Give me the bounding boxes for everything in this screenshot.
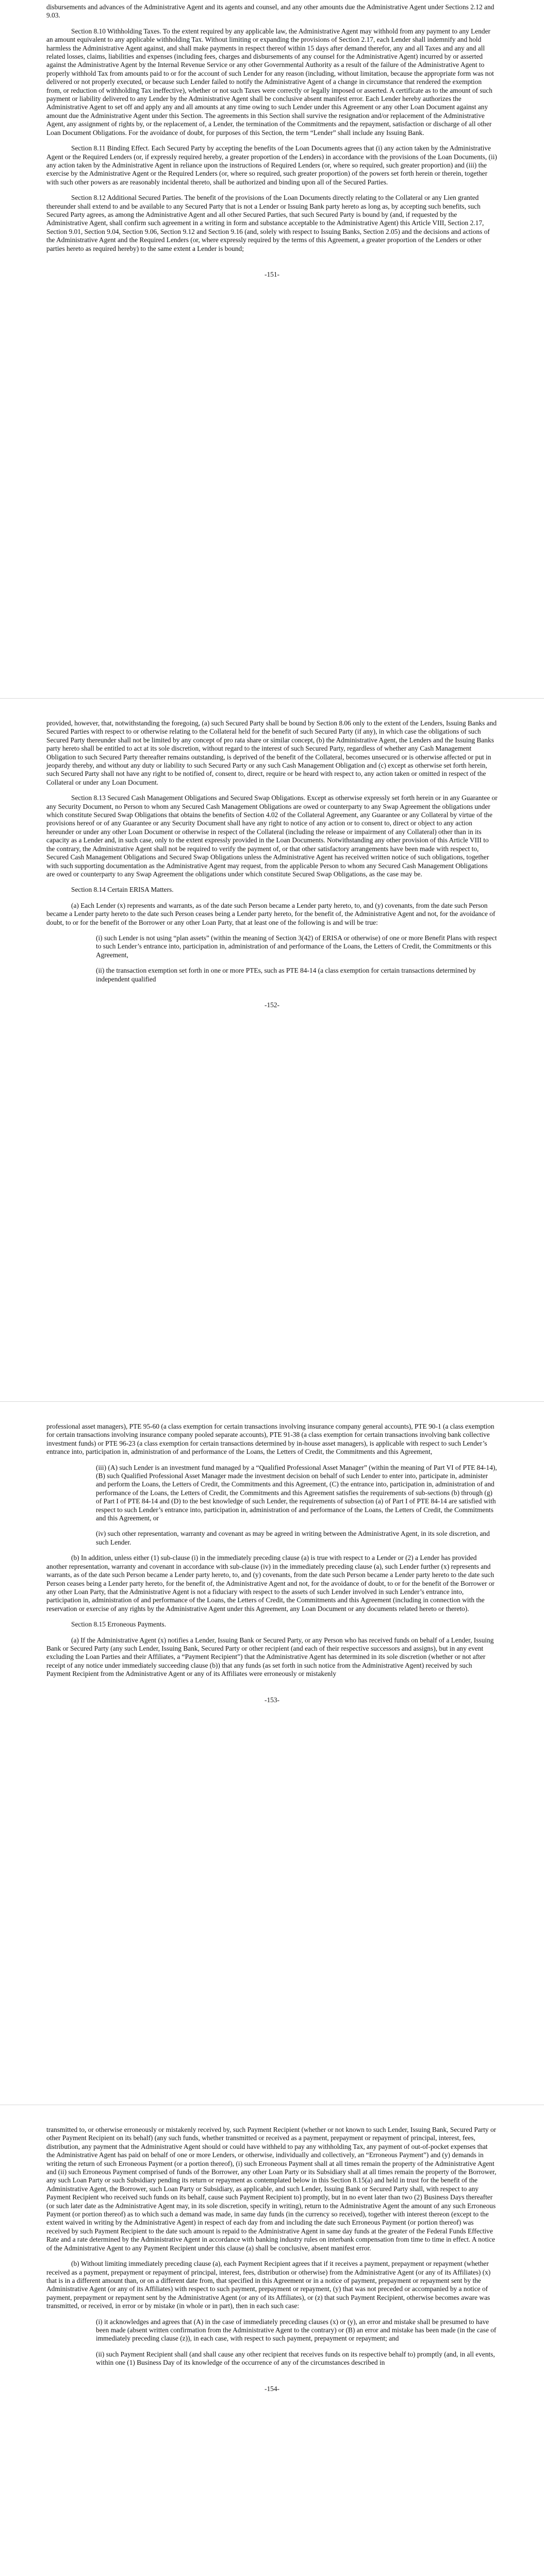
section-8-10-paragraph: Section 8.10 Withholding Taxes. To the extent required by any applicable law, the Administrative Agent may withhold from any payment to any Lender an amount equivalent to any applicable withholding Tax. Without limiting or expanding the provisions of Section 2.17, each Lender shall indemnify and hold harmless the Administrative Agent against, and shall make payments in respect thereof within 15 days after demand therefor, any and all Taxes and any and all related losses, claims, liabilities and expenses (including fees, charges and disbursements of any counsel for the Administrative Agent) incurred by or asserted against the Administrative Agent by the Internal Revenue Service or any other Governmental Authority as a result of the failure of the Administrative Agent to properly withhold Tax from amounts paid to or for the account of such Lender for any reason (including, without limitation, because the appropriate form was not delivered or not properly executed, or because such Lender failed to notify the Administrative Agent of a change in circumstance that rendered the exemption from, or reduction of withholding Tax ineffective), whether or not such Taxes were correctly or legally imposed or asserted. A certificate as to the amount of such payment or liability delivered to any Lender by the Administrative Agent shall be conclusive absent manifest error. Each Lender hereby authorizes the Administrative Agent to set off and apply any and all amounts at any time owing to such Lender under this Agreement or any other Loan Document against any amount due the Administrative Agent under this Section. The agreements in this Section shall survive the resignation and/or replacement of the Administrative Agent, any assignment of rights by, or the replacement of, a Lender, the termination of the Commitments and the repayment, satisfaction or discharge of all other Loan Document Obligations. For the avoidance of doubt, for purposes of this Section, the term “Lender” shall include any Issuing Bank. bbox=[46, 27, 494, 137]
paragraph: transmitted to, or otherwise erroneously or mistakenly received by, such Payment Recipient (whether or not known to such Lender, Issuing Bank, Secured Party or other Payment Recipient on its behalf) (any such funds, whether transmitted or received as a payment, prepayment or repayment of principal, interest, fees, distribution, any payment that the Administrative Agent should or could have withheld to pay any withholding Tax, any payment of out-of-pocket expenses that the Administrative Agent has paid on behalf of one or more Lenders, or otherwise, individually and collectively, an “Erroneous Payment”) and (y) demands in writing the return of such Erroneous Payment (or a portion thereof), (i) such Erroneous Payment shall at all times remain the property of the Administrative Agent and (ii) such Erroneous Payment comprised of funds of the Borrower, any other Loan Party or its Subsidiary shall at all times remain the property of the Borrower, any such Loan Party or such Subsidiary pending its return or repayment as contemplated below in this Section 8.15(a) and held in trust for the benefit of the Administrative Agent, the Borrower, such Loan Party or Subsidiary, as applicable, and such Lender, Issuing Bank or Secured Party shall, with respect to any Payment Recipient who received such funds on its behalf, cause such Payment Recipient to) promptly, but in no event later than two (2) Business Days thereafter (or such later date as the Administrative Agent may, in its sole discretion, specify in writing), return to the Administrative Agent the amount of any such Erroneous Payment (or portion thereof) as to which such a demand was made, in same day funds (in the currency so received), together with interest thereon (except to the extent waived in writing by the Administrative Agent) in respect of each day from and including the date such Erroneous Payment (or portion thereof) was received by such Payment Recipient to the date such amount is repaid to the Administrative Agent in same day funds at the greater of the Federal Funds Effective Rate and a rate determined by the Administrative Agent in accordance with banking industry rules on interbank compensation from time to time in effect. A notice of the Administrative Agent to any Payment Recipient under this clause (a) shall be conclusive, absent manifest error. bbox=[46, 2126, 497, 2252]
page-151 bbox=[0, 0, 544, 698]
clause-i-paragraph: (i) it acknowledges and agrees that (A) in the case of immediately preceding clauses (x) or (y), an error and mistake shall be presumed to have been made (absent written confirmation from the Administrative Agent to the contrary) or (B) an error and mistake has been made (in the case of immediately preceding clause (z)), in each case, with respect to such payment, prepayment or repayment; and bbox=[96, 2317, 497, 2343]
page-number: -152- bbox=[264, 1001, 279, 1009]
clause-b-paragraph: (b) In addition, unless either (1) sub-clause (i) in the immediately preceding clause (a) is true with respect to a Lender or (2) a Lender has provided another representation, warranty and covenant in accordance with sub-clause (iv) in the immediately preceding clause (a), such Lender further (x) represents and warrants, as of the date such Person became a Lender party hereto, to, and (y) covenants, from the date such Person became a Lender party hereto to the date such Person ceases being a Lender party hereto, for the benefit of, the Administrative Agent and not, for the avoidance of doubt, to or for the benefit of the Borrower or any other Loan Party, that the Administrative Agent is not a fiduciary with respect to the assets of such Lender involved in such Lender’s entrance into, participation in, administration of and performance of the Loans, the Letters of Credit, the Commitments and this Agreement (including in connection with the reservation or exercise of any rights by the Administrative Agent under this Agreement, any Loan Document or any documents related hereto or thereto). bbox=[46, 1554, 494, 1613]
clause-b-paragraph: (b) Without limiting immediately preceding clause (a), each Payment Recipient agrees that if it receives a payment, prepayment or repayment (whether received as a payment, prepayment or repayment of principal, interest, fees, distribution or otherwise) from the Administrative Agent (or any of its Affiliates) (x) that is in a different amount than, or on a different date from, that specified in this Agreement or in a notice of payment, prepayment or repayment sent by the Administrative Agent (or any of its Affiliates) with respect to such payment, prepayment or repayment, (y) that was not preceded or accompanied by a notice of payment, prepayment or repayment sent by the Administrative Agent (or any of its Affiliates), or (z) that such Payment Recipient, otherwise becomes aware was transmitted, or received, in error or by mistake (in whole or in part), then in each such case: bbox=[46, 2260, 491, 2310]
clause-iv-paragraph: (iv) such other representation, warranty and covenant as may be agreed in writing between the Administrative Agent, in its sole discretion, and such Lender. bbox=[96, 1530, 490, 1546]
paragraph: provided, however, that, notwithstanding the foregoing, (a) such Secured Party shall be bound by Section 8.06 only to the extent of the Lenders, Issuing Banks and Secured Parties with respect to or otherwise relating to the Collateral held for the benefit of such Secured Party (if any), in which case the obligations of such Secured Party thereunder shall not be limited by any concept of pro rata share or similar concept, (b) the Administrative Agent, the Lenders and the Issuing Banks party hereto shall be entitled to act at its sole discretion, without regard to the interest of such Secured Party, regardless of whether any Cash Management Obligation to such Secured Party thereafter remains outstanding, is deprived of the benefit of the Collateral, becomes unsecured or is otherwise affected or put in jeopardy thereby, and without any duty or liability to such Secured Party or any such Cash Management Obligation and (c) except as otherwise set forth herein, such Secured Party shall not have any right to be notified of, consent to, direct, require or be heard with respect to, any action taken or omitted in respect of the Collateral or under any Loan Document. bbox=[46, 719, 497, 786]
page-number: -153- bbox=[264, 1696, 279, 1704]
paragraph: disbursements and advances of the Administrative Agent and its agents and counsel, and any other amounts due the Administrative Agent under Sections 2.12 and 9.03. bbox=[46, 3, 494, 20]
section-8-12-paragraph: Section 8.12 Additional Secured Parties. The benefit of the provisions of the Loan Documents directly relating to the Collateral or any Lien granted thereunder shall extend to and be available to any Secured Party that is not a Lender or Issuing Bank party hereto as long as, by accepting such benefits, such Secured Party agrees, as among the Administrative Agent and all other Secured Parties, that such Secured Party is bound by (and, if requested by the Administrative Agent, shall confirm such agreement in a writing in form and substance acceptable to the Administrative Agent) this Article VIII, Section 2.17, Section 9.01, Section 9.04, Section 9.06, Section 9.12 and Section 9.16 (and, solely with respect to Issuing Banks, Section 2.05) and the decisions and actions of the Administrative Agent and the Required Lenders (or, where expressly required by the terms of this Agreement, a greater proportion of the Lenders or other parties hereto as required hereby) to the same extent a Lender is bound; bbox=[46, 194, 490, 252]
section-8-14-heading: Section 8.14 Certain ERISA Matters. bbox=[71, 886, 174, 894]
page-number: -154- bbox=[264, 2384, 279, 2393]
clause-iii-paragraph: (iii) (A) such Lender is an investment fund managed by a “Qualified Professional Asset Manager” (within the meaning of Part VI of PTE 84-14), (B) such Qualified Professional Asset Manager made the investment decision on behalf of such Lender to enter into, participate in, administer and perform the Loans, the Letters of Credit, the Commitments and this Agreement, (C) the entrance into, participation in, administration of and performance of the Loans, the Letters of Credit, the Commitments and this Agreement satisfies the requirements of sub-sections (b) through (g) of Part I of PTE 84-14 and (D) to the best knowledge of such Lender, the requirements of subsection (a) of Part I of PTE 84-14 are satisfied with respect to such Lender’s entrance into, participation in, administration of and performance of the Loans, the Letters of Credit, the Commitments and this Agreement, or bbox=[96, 1463, 497, 1522]
paragraph: professional asset managers), PTE 95-60 (a class exemption for certain transactions involving insurance company general accounts), PTE 90-1 (a class exemption for certain transactions involving insurance company pooled separate accounts), PTE 91-38 (a class exemption for certain transactions involving bank collective investment funds) or PTE 96-23 (a class exemption for certain transactions determined by in-house asset managers), is applicable with respect to such Lender’s entrance into, participation in, administration of and performance of the Loans, the Letters of Credit, the Commitments and this Agreement, bbox=[46, 1422, 494, 1456]
page-152 bbox=[0, 698, 544, 1401]
clause-a-paragraph: (a) If the Administrative Agent (x) notifies a Lender, Issuing Bank or Secured Party, or any Person who has received funds on behalf of a Lender, Issuing Bank or Secured Party (any such Lender, Issuing Bank, Secured Party or other recipient (and each of their respective successors and assigns), but in any event excluding the Loan Parties and their Affiliates, a “Payment Recipient”) that the Administrative Agent has determined in its sole discretion (whether or not after receipt of any notice under immediately succeeding clause (b)) that any funds (as set forth in such notice from the Administrative Agent) received by such Payment Recipient from the Administrative Agent or any of its Affiliates were erroneously or mistakenly bbox=[46, 1636, 494, 1678]
section-8-13-paragraph: Section 8.13 Secured Cash Management Obligations and Secured Swap Obligations. Except as otherwise expressly set forth herein or in any Guarantee or any Security Document, no Person to whom any Secured Cash Management Obligations are owed or counterparty to any Swap Agreement the obligations under which constitute Secured Swap Obligations that obtains the benefits of Section 4.02 of the Collateral Agreement, any Guarantee or any Collateral by virtue of the provisions hereof or of any Guarantee or any Security Document shall have any right to notice of any action or to consent to, direct or object to any action hereunder or under any other Loan Document or otherwise in respect of the Collateral (including the release or impairment of any Collateral) other than in its capacity as a Lender and, in such case, only to the extent expressly provided in the Loan Documents. Notwithstanding any other provision of this Article VIII to the contrary, the Administrative Agent shall not be required to verify the payment of, or that other satisfactory arrangements have been made with respect to, Secured Cash Management Obligations and Secured Swap Obligations unless the Administrative Agent has received written notice of such obligations, together with such supporting documentation as the Administrative Agent may request, from the applicable Person to whom any Secured Cash Management Obligations are owed or counterparty to any Swap Agreement the obligations under which constitute Secured Swap Obligations, as the case may be. bbox=[46, 794, 498, 878]
page-154 bbox=[0, 2105, 544, 2576]
clause-i-paragraph: (i) such Lender is not using “plan assets” (within the meaning of Section 3(42) of ERISA or otherwise) of one or more Benefit Plans with respect to such Lender’s entrance into, participation in, administration of and performance of the Loans, the Letters of Credit, the Commitments or this Agreement, bbox=[96, 934, 497, 959]
clause-ii-paragraph: (ii) such Payment Recipient shall (and shall cause any other recipient that receives funds on its respective behalf to) promptly (and, in all events, within one (1) Business Day of its knowledge of the occurrence of any of the circumstances described in bbox=[96, 2350, 495, 2367]
section-8-11-paragraph: Section 8.11 Binding Effect. Each Secured Party by accepting the benefits of the Loan Documents agrees that (i) any action taken by the Administrative Agent or the Required Lenders (or, if expressly required hereby, a greater proportion of the Lenders) in accordance with the provisions of the Loan Documents, (ii) any action taken by the Administrative Agent in reliance upon the instructions of Required Lenders (or, where so required, such greater proportion) and (iii) the exercise by the Administrative Agent or the Required Lenders (or, where so required, such greater proportion) of the powers set forth herein or therein, together with such other powers as are reasonably incidental thereto, shall be authorized and binding upon all of the Secured Parties. bbox=[46, 144, 497, 186]
page-153 bbox=[0, 1401, 544, 2105]
page-number: -151- bbox=[264, 270, 279, 278]
section-8-15-heading: Section 8.15 Erroneous Payments. bbox=[71, 1620, 167, 1629]
clause-a-paragraph: (a) Each Lender (x) represents and warrants, as of the date such Person became a Lender party hereto, to, and (y) covenants, from the date such Person became a Lender party hereto to the date such Person ceases being a Lender party hereto, for the benefit of, the Administrative Agent and not, for the avoidance of doubt, to or for the benefit of the Borrower or any other Loan Party, that at least one of the following is and will be true: bbox=[46, 901, 496, 926]
clause-ii-paragraph: (ii) the transaction exemption set forth in one or more PTEs, such as PTE 84-14 (a class exemption for certain transactions determined by independent qualified bbox=[96, 967, 476, 983]
